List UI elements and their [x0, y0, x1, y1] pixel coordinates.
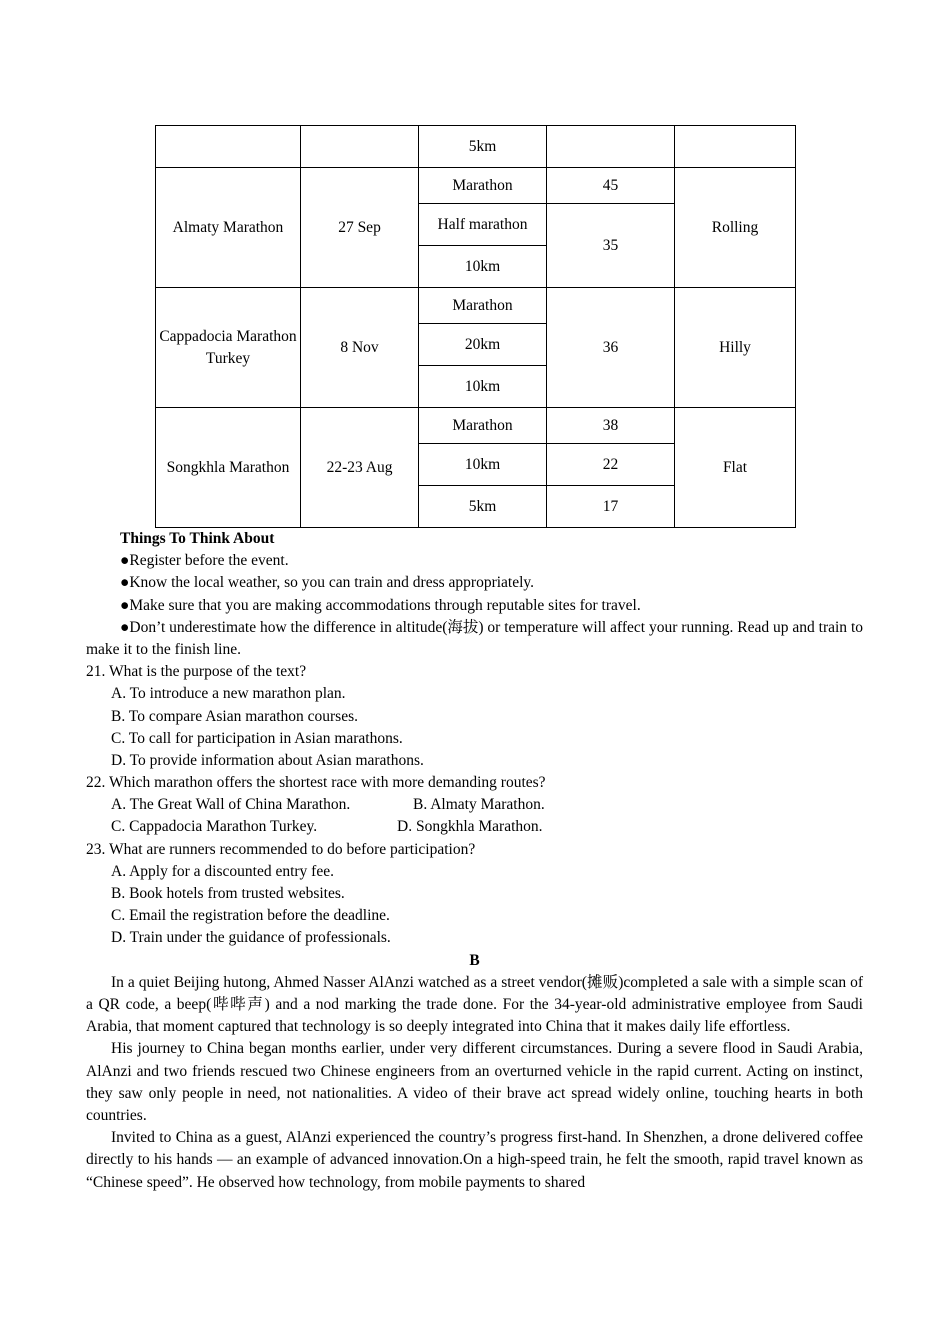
table-cell-distance: Marathon — [419, 168, 547, 204]
table-cell-date — [301, 126, 419, 168]
section-b-heading: B — [469, 951, 480, 969]
question-22-option-a: A. The Great Wall of China Marathon. — [111, 796, 351, 814]
table-cell-name: Almaty Marathon — [156, 168, 301, 288]
table-cell-fee: 35 — [547, 204, 675, 288]
table-cell-route — [675, 126, 796, 168]
table-cell-distance: 5km — [419, 486, 547, 528]
question-22-options-row — [86, 816, 863, 838]
table-cell-fee: 38 — [547, 408, 675, 444]
passage-paragraph: His journey to China began months earlier, under very different circumstances. During a severe flood in Saudi Arabia, AlAnzi and two friends rescued two Chinese engineers from an overturned vehicle in the rapid current. Acting on instinct, they saw only people in need, not nationalities. A video of their brave act spread widely online, touching hearts in both countries. — [86, 1040, 863, 1124]
table-cell-name: Songkhla Marathon — [156, 408, 301, 528]
table-cell-fee: 17 — [547, 486, 675, 528]
table-cell-distance: 10km — [419, 444, 547, 486]
passage-paragraph: In a quiet Beijing hutong, Ahmed Nasser AlAnzi watched as a street vendor(摊贩)completed a sale with a simple scan of a QR code, a beep(哔哔声) and a nod marking the trade done. For the 34-year-old administrative employee from Saudi Arabia, that moment captured that technology is so deeply integrated into China that it makes daily life effortless. — [86, 973, 863, 1036]
table-cell-distance: 10km — [419, 246, 547, 288]
tips-heading: Things To Think About — [120, 530, 275, 547]
tip-item: ●Don’t underestimate how the difference in altitude(海拔) or temperature will affect your running. Read up and train to make it to the finish line. — [86, 618, 863, 658]
question-23-option-a: A. Apply for a discounted entry fee. — [111, 862, 334, 880]
tip-item: ●Make sure that you are making accommodations through reputable sites for travel. — [120, 596, 641, 614]
question-21-option-a: A. To introduce a new marathon plan. — [111, 685, 346, 703]
table-cell-date: 27 Sep — [301, 168, 419, 288]
table-cell-distance: Marathon — [419, 408, 547, 444]
question-23-option-b: B. Book hotels from trusted websites. — [111, 885, 345, 903]
question-21-option-b: B. To compare Asian marathon courses. — [111, 707, 359, 725]
table-cell-distance: 10km — [419, 366, 547, 408]
table-cell-fee: 36 — [547, 288, 675, 408]
table-cell-fee — [547, 126, 675, 168]
question-22-options-row — [86, 794, 863, 816]
table-cell-distance: 5km — [419, 126, 547, 168]
table-cell-distance: Half marathon — [419, 204, 547, 246]
question-22-option-d: D. Songkhla Marathon. — [397, 818, 543, 836]
tip-item: ●Register before the event. — [120, 552, 289, 570]
table-cell-date: 8 Nov — [301, 288, 419, 408]
question-21-option-c: C. To call for participation in Asian marathons. — [111, 729, 403, 747]
table-cell-distance: Marathon — [419, 288, 547, 324]
table-row — [156, 168, 796, 204]
marathon-table — [155, 125, 796, 528]
question-21-option-d: D. To provide information about Asian marathons. — [111, 751, 424, 769]
table-cell-route: Rolling — [675, 168, 796, 288]
question-22-option-b: B. Almaty Marathon. — [413, 796, 545, 814]
question-21-stem: 21. What is the purpose of the text? — [86, 663, 307, 681]
table-cell-name — [156, 126, 301, 168]
table-cell-distance: 20km — [419, 324, 547, 366]
table-cell-name: Cappadocia Marathon Turkey — [156, 288, 301, 408]
question-23-option-c: C. Email the registration before the deadline. — [111, 907, 390, 925]
question-22-option-c: C. Cappadocia Marathon Turkey. — [111, 818, 318, 836]
table-cell-fee: 45 — [547, 168, 675, 204]
table-row — [156, 288, 796, 324]
question-23-stem: 23. What are runners recommended to do before participation? — [86, 840, 476, 858]
table-cell-date: 22-23 Aug — [301, 408, 419, 528]
tips-section — [86, 528, 863, 1194]
question-23-option-d: D. Train under the guidance of professionals. — [111, 929, 391, 947]
passage-paragraph: Invited to China as a guest, AlAnzi experienced the country’s progress first-hand. In Shenzhen, a drone delivered coffee directly to his hands — an example of advanced innovation.On a high-speed train, he felt the smooth, rapid travel known as “Chinese speed”. He observed how technology, from mobile payments to shared — [86, 1129, 863, 1191]
table-cell-fee: 22 — [547, 444, 675, 486]
table-cell-route: Hilly — [675, 288, 796, 408]
table-row — [156, 408, 796, 444]
tip-item: ●Know the local weather, so you can train and dress appropriately. — [120, 574, 535, 592]
table-row — [156, 126, 796, 168]
table-cell-route: Flat — [675, 408, 796, 528]
question-22-stem: 22. Which marathon offers the shortest race with more demanding routes? — [86, 774, 546, 792]
